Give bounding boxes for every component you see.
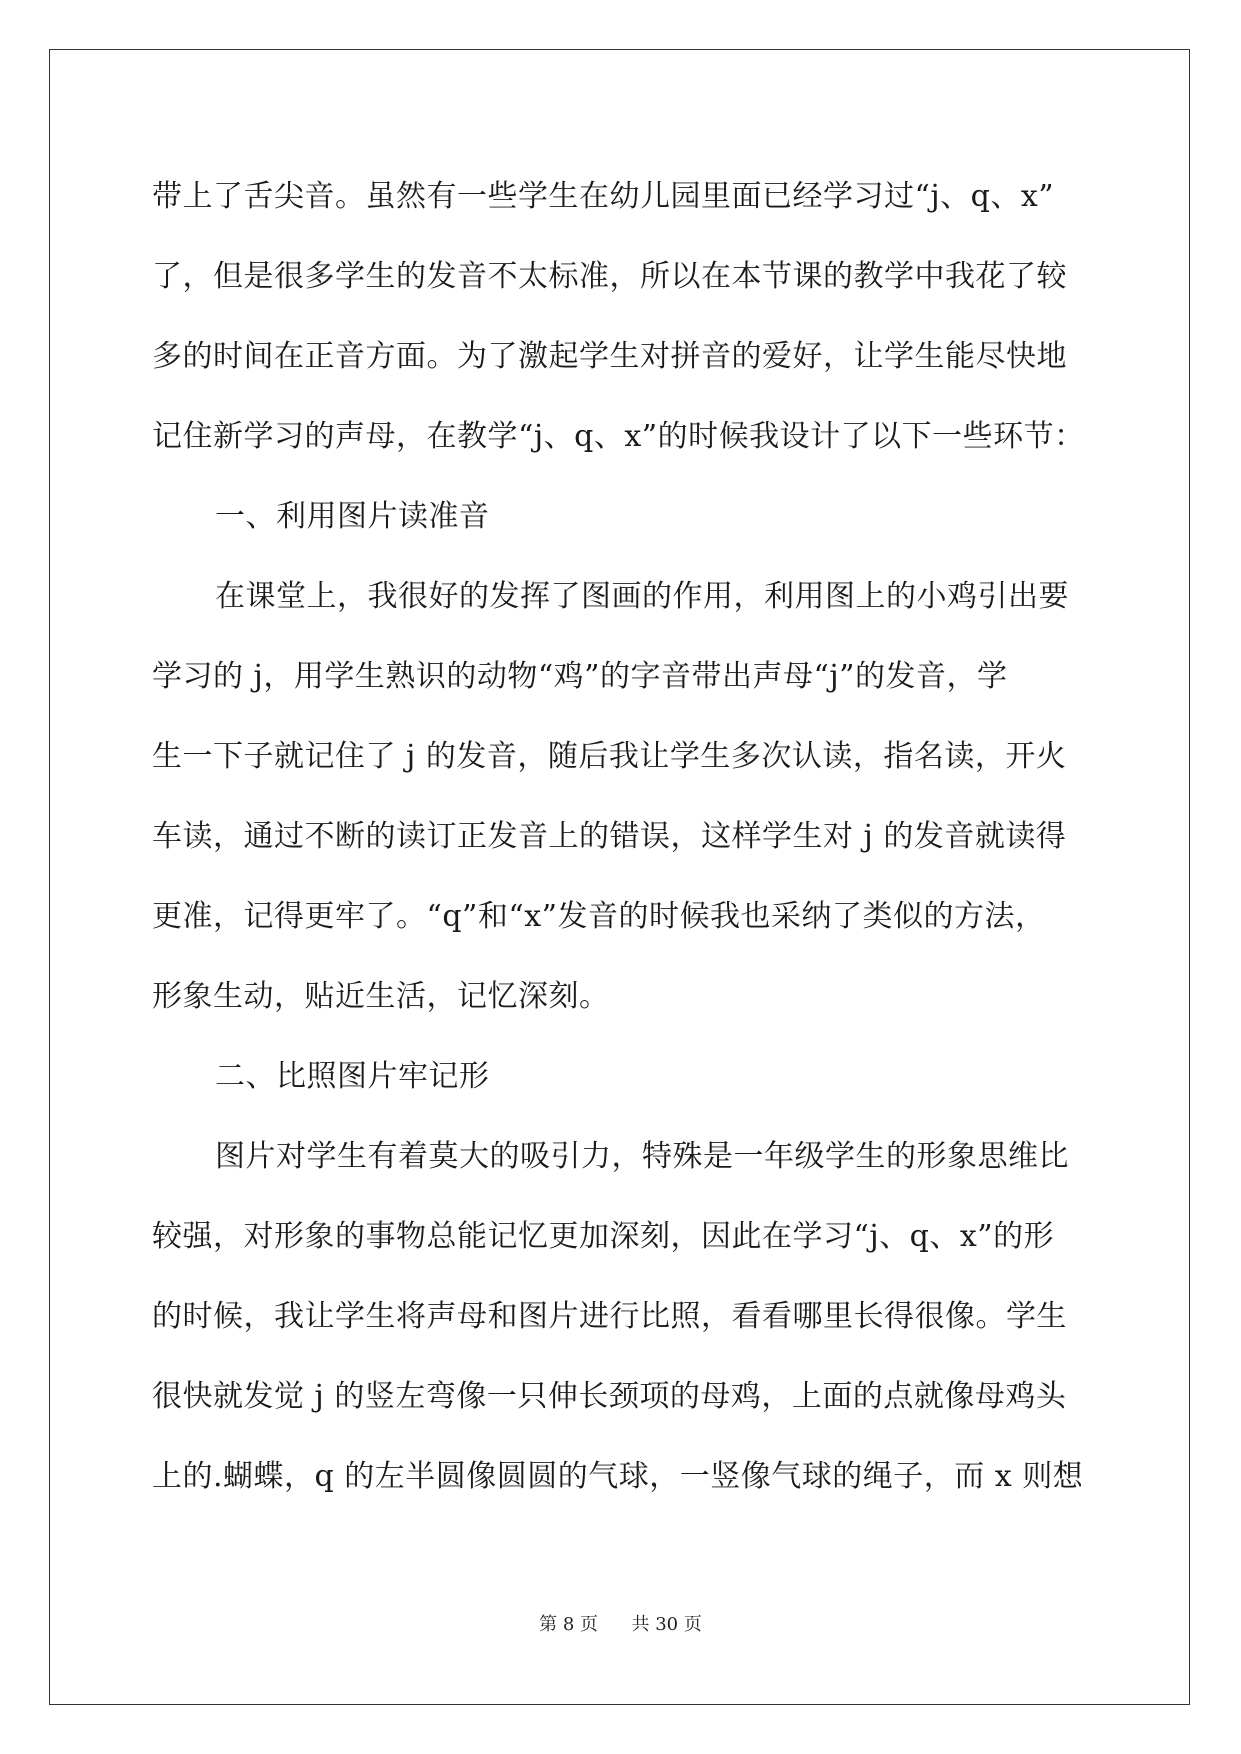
body-line: 车读，通过不断的读订正发音上的错误，这样学生对 j 的发音就读得 <box>152 819 1067 854</box>
body-line: 了，但是很多学生的发音不太标准，所以在本节课的教学中我花了较 <box>152 259 1067 294</box>
section-heading: 一、利用图片读准音 <box>215 499 490 534</box>
body-line: 学习的 j，用学生熟识的动物“鸡”的字音带出声母“j”的发音，学 <box>152 659 1008 694</box>
body-line: 很快就发觉 j 的竖左弯像一只伸长颈项的母鸡，上面的点就像母鸡头 <box>152 1379 1067 1414</box>
section-heading: 二、比照图片牢记形 <box>215 1059 490 1094</box>
page-number-total: 共 30 页 <box>631 1614 702 1635</box>
page-number-current: 第 8 页 <box>539 1614 599 1635</box>
paragraph-start-line: 在课堂上，我很好的发挥了图画的作用，利用图上的小鸡引出要 <box>215 579 1069 614</box>
body-line: 生一下子就记住了 j 的发音，随后我让学生多次认读，指名读，开火 <box>152 739 1067 774</box>
page-footer <box>0 1610 1241 1636</box>
body-line: 形象生动，贴近生活，记忆深刻。 <box>152 979 610 1014</box>
body-line: 多的时间在正音方面。为了激起学生对拼音的爱好，让学生能尽快地 <box>152 339 1067 374</box>
body-line: 带上了舌尖音。虽然有一些学生在幼儿园里面已经学习过“j、q、x” <box>152 179 1055 214</box>
document-body <box>152 157 1092 1517</box>
body-line: 更准，记得更牢了。“q”和“x”发音的时候我也采纳了类似的方法， <box>152 899 1046 934</box>
paragraph-start-line: 图片对学生有着莫大的吸引力，特殊是一年级学生的形象思维比 <box>215 1139 1069 1174</box>
body-line: 上的.蝴蝶，q 的左半圆像圆圆的气球，一竖像气球的绳子，而 x 则想 <box>152 1459 1084 1494</box>
body-line: 记住新学习的声母，在教学“j、q、x”的时候我设计了以下一些环节： <box>152 419 1085 454</box>
body-line: 较强，对形象的事物总能记忆更加深刻，因此在学习“j、q、x”的形 <box>152 1219 1055 1254</box>
body-line: 的时候，我让学生将声母和图片进行比照，看看哪里长得很像。学生 <box>152 1299 1067 1334</box>
